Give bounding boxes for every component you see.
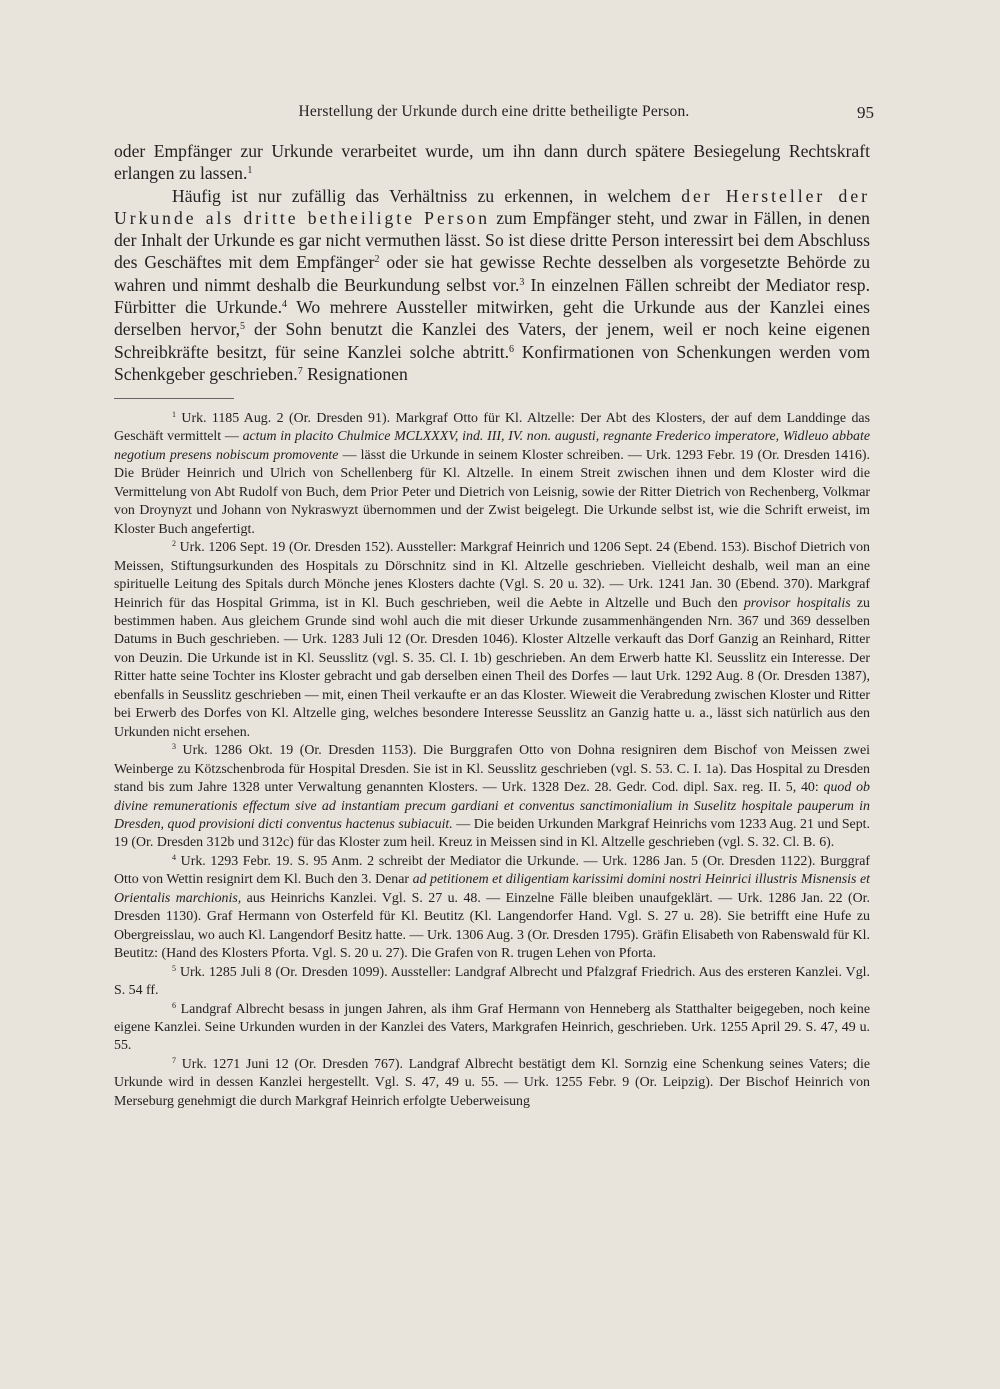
footnote-number: 5 (172, 963, 176, 973)
paragraph-2-text-d: In einzelnen Fällen schreibt der Mediator resp. Fürbitter die Urkunde. (114, 274, 870, 318)
footnote-latin-quote: provisor hospitalis (743, 595, 851, 611)
footnote-7 (114, 1056, 870, 1111)
footnote-ref-1: 1 (247, 165, 253, 177)
paragraph-2 (114, 185, 870, 386)
footnote-2 (114, 539, 870, 742)
paragraph-2-text-b: zum Empfänger steht, und zwar in Fällen, in denen der Inhalt der Urkunde es gar nicht vermuthen lässt. So ist diese dritte Person interessirt bei dem Abschluss des Geschäftes mit dem Empfänger (114, 207, 870, 273)
footnote-text: — lässt die Urkunde in seinem Kloster schreiben. — Urk. 1293 Febr. 19 (Or. Dresden 1416). Die Brüder Heinrich und Ulrich von Schellenberg für Kl. Altzelle. In einem Streit zwischen ihnen und dem Kloster wird die Vermittelung von Abt Rudolf von Buch, dem Prior Peter und Dietrich von Leisnig, sowie der Ritter Dietrich von Rechenberg, Volkmar von Droynyzt und Johann von Nykraswyzt übernommen und der Zwist beigelegt. Die Urkunde selbst ist, wie die Schrift erweist, im Kloster Buch angefertigt. (114, 447, 870, 537)
footnote-ref-6: 6 (509, 343, 515, 355)
footnote-ref-4: 4 (282, 299, 288, 311)
paragraph-1-text: oder Empfänger zur Urkunde verarbeitet wurde, um ihn dann durch spätere Besiegelung Rechtskraft erlangen zu lassen. (114, 141, 870, 184)
footnote-text: Urk. 1206 Sept. 19 (Or. Dresden 152). Aussteller: Markgraf Heinrich und 1206 Sept. 24 (Ebend. 153). Bischof Dietrich von Meissen, Stiftungsurkunden des Hospitals zu Dörschnitz sind in Kl. Altzelle geschrieben. Vielleicht deshalb, weil man an eine spirituelle Leitung des Spitals durch Mönche jenes Klosters dachte (Vgl. S. 20 u. 32). — Urk. 1241 Jan. 30 (Ebend. 370). Markgraf Heinrich für das Hospital Grimma, ist in Kl. Buch geschrieben, weil die Aebte in Altzelle und Buch den (114, 540, 870, 611)
footnote-1 (114, 410, 870, 539)
paragraph-2-text-f: der Sohn benutzt die Kanzlei des Vaters, der jenem, weil er noch keine eigenen Schreibkräfte besitzt, für seine Kanzlei solche abtritt. (114, 319, 870, 362)
footnotes (114, 410, 870, 1111)
page-number: 95 (857, 103, 874, 122)
footnote-number: 4 (172, 852, 176, 862)
footnote-divider (114, 398, 234, 399)
footnote-text: Urk. 1285 Juli 8 (Or. Dresden 1099). Aussteller: Landgraf Albrecht und Pfalzgraf Friedrich. Aus des ersteren Kanzlei. Vgl. S. 54 ff. (114, 964, 870, 999)
emphasized-phrase: der Hersteller der Urkunde als dritte betheiligte Person (114, 185, 871, 228)
footnote-number: 1 (172, 410, 176, 419)
page-header (114, 103, 874, 127)
paragraph-2-text-e: Wo mehrere Aussteller mitwirken, geht die Urkunde aus der Kanzlei eines derselben hervor, (114, 297, 870, 340)
footnote-number: 2 (172, 539, 176, 549)
footnote-text: Urk. 1286 Okt. 19 (Or. Dresden 1153). Die Burggrafen Otto von Dohna resigniren dem Bischof von Meissen zwei Weinberge zu Kötzschenbroda für Hospital Dresden. Sie ist in Kl. Seusslitz geschrieben (vgl. S. 53. C. I. 1a). Das Hospital zu Dresden stand bis zum Jahre 1328 unter Verwaltung genannten Klosters. — Urk. 1328 Dez. 28. Gedr. Cod. dipl. Sax. reg. II. 5, 40: (114, 743, 870, 796)
footnote-ref-7: 7 (297, 365, 303, 377)
footnote-text: zu bestimmen haben. Aus gleichem Grunde sind wohl auch die mit dieser Urkunde zusammenhängenden Nrn. 367 und 369 desselben Datums in Buch geschrieben. — Urk. 1283 Juli 12 (Or. Dresden 1046). Kloster Altzelle verkauft das Dorf Ganzig an Reinhard, Ritter von Deuzin. Die Urkunde ist in Kl. Seusslitz (vgl. S. 35. Cl. I. 1b) geschrieben. An dem Erwerb hatte Kl. Seusslitz ein Interesse. Der Ritter hatte seine Tochter ins Kloster gebracht und gab derselben einen Theil des Dorfes — laut Urk. 1292 Aug. 8 (Or. Dresden 1387), ebenfalls in Seusslitz geschrieben — mit, einen Theil verkaufte er an das Kloster. Wieweit die Verabredung zwischen Kloster und Ritter bei Erwerb des Dorfes von Kl. Altzelle ging, welches besondere Interesse Seusslitz an Ganzig hatte u. a., lässt sich natürlich aus den Urkunden nicht ersehen. (114, 595, 870, 740)
paragraph-1 (114, 140, 870, 185)
paragraph-2-text-h: Resignationen (302, 363, 408, 384)
paragraph-2-text-a: Häufig ist nur zufällig das Verhältniss zu erkennen, in welchem (172, 185, 682, 206)
footnote-text: Urk. 1185 Aug. 2 (Or. Dresden 91). Markgraf Otto für Kl. Altzelle: Der Abt des Klosters, der auf dem Landdinge das Geschäft vermittelt — (114, 411, 871, 445)
footnote-number: 3 (172, 742, 176, 752)
footnote-text: aus Heinrichs Kanzlei. Vgl. S. 27 u. 48. — Einzelne Fälle bleiben unaufgeklärt. — Urk. 1286 Jan. 22 (Or. Dresden 1130). Graf Hermann von Osterfeld für Kl. Beutitz (Kl. Langendorfer Hand. Vgl. S. 27 u. 28). Sie betrifft eine Hufe zu Obergreisslau, wo auch Kl. Langendorf Besitz hatte. — Urk. 1306 Aug. 3 (Or. Dresden 1795). Gräfin Elisabeth von Rabenswald für Kl. Beutitz: (Hand des Klosters Pforta. Vgl. S. 20 u. 27). Die Grafen von R. trugen Lehen von Pforta. (114, 890, 870, 962)
footnote-text: — Die beiden Urkunden Markgraf Heinrichs vom 1233 Aug. 21 und Sept. 19 (Or. Dresden 312b und 312c) für das Kloster zum heil. Kreuz in Meissen sind in Kl. Altzelle geschrieben (vgl. S. 32. Cl. B. 6). (114, 816, 870, 851)
footnote-ref-2: 2 (374, 254, 380, 266)
footnote-6 (114, 1001, 870, 1056)
paragraph-2-text-g: Konfirmationen von Schenkungen werden vom Schenkgeber geschrieben. (114, 341, 871, 384)
footnote-number: 7 (172, 1055, 176, 1065)
footnote-ref-3: 3 (519, 276, 525, 288)
footnote-text: Landgraf Albrecht besass in jungen Jahren, als ihm Graf Hermann von Henneberg als Statthalter beigegeben, noch keine eigene Kanzlei. Seine Urkunden wurden in der Kanzlei des Vaters, Markgrafen Heinrich, geschrieben. Urk. 1255 April 29. S. 47, 49 u. 55. (114, 1001, 870, 1054)
footnote-latin-quote: ad petitionem et diligentiam karissimi domini nostri Heinrici illustris Misnensis et Orientalis marchionis, (114, 872, 870, 906)
footnote-3 (114, 742, 870, 853)
footnote-latin-quote: actum in placito Chulmice MCLXXXV, ind. III, IV. non. augusti, regnante Frederico imperatore, Widleuo abbate negotium presens nobiscum promovente (114, 429, 870, 463)
footnote-ref-5: 5 (240, 321, 246, 333)
running-title: Herstellung der Urkunde durch eine dritte betheiligte Person. (298, 103, 690, 120)
footnote-text: Urk. 1293 Febr. 19. S. 95 Anm. 2 schreibt der Mediator die Urkunde. — Urk. 1286 Jan. 5 (Or. Dresden 1122). Burggraf Otto von Wettin resignirt dem Kl. Buch den 3. Denar (114, 853, 870, 888)
footnote-5 (114, 964, 870, 1001)
main-text (114, 140, 870, 385)
footnote-latin-quote: quod ob divine remunerationis effectum sive ad instantiam precum gardiani et conventus sanctimonialium in Suselitz hospitale pauperum in Dresden, quod provisioni dicti conventus hactenus subiacuit. (114, 780, 870, 832)
footnote-4 (114, 853, 870, 964)
footnote-number: 6 (172, 1000, 176, 1010)
footnote-text: Urk. 1271 Juni 12 (Or. Dresden 767). Landgraf Albrecht bestätigt dem Kl. Sornzig eine Schenkung seines Vaters; die Urkunde wird in dessen Kanzlei hergestellt. Vgl. S. 47, 49 u. 55. — Urk. 1255 Febr. 9 (Or. Leipzig). Der Bischof Heinrich von Merseburg genehmigt die durch Markgraf Heinrich erfolgte Ueberweisung (114, 1056, 870, 1109)
paragraph-2-text-c: oder sie hat gewisse Rechte desselben als vorgesetzte Behörde zu wahren und nimmt deshalb die Beurkundung selbst vor. (114, 252, 870, 295)
